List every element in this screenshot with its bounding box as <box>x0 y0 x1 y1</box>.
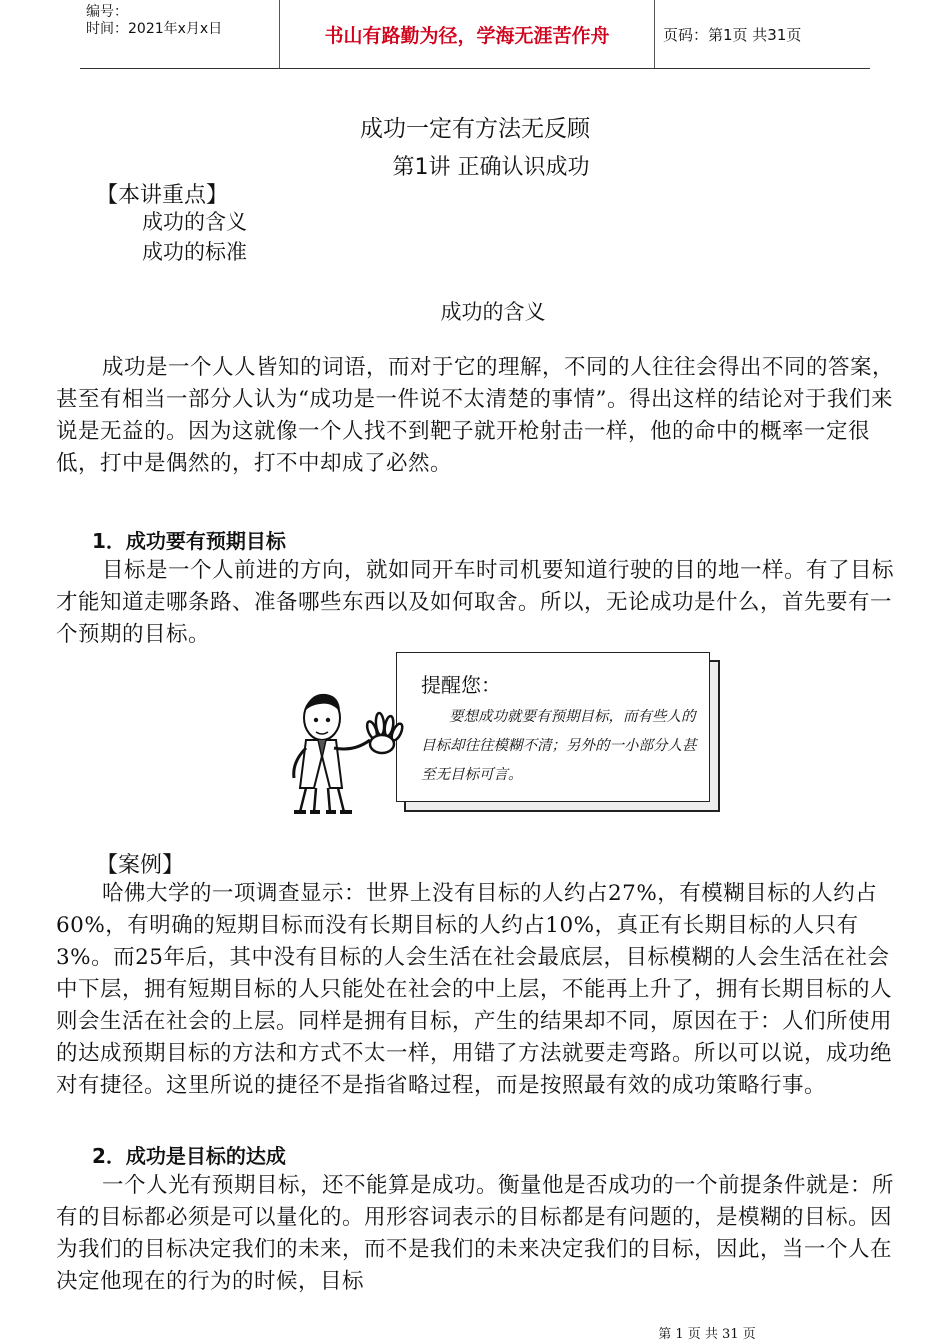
callout-title: 提醒您： <box>421 673 501 697</box>
page-footer: 第 1 页 共 31 页 <box>658 1327 756 1342</box>
paragraph-achievement: 一个人光有预期目标，还不能算是成功。衡量他是否成功的一个前提条件就是：所有的目标都必须是可以量化的。用形容词表示的目标都是有问题的，是模糊的目标。因为我们的目标决定我们的未来，而不是我们的未来决定我们的目标，因此，当一个人在决定他现在的行为的时候，目标 <box>56 1173 895 1294</box>
document-title: 成功一定有方法无反顾 <box>360 116 590 142</box>
number-label: 编号： <box>86 4 128 20</box>
header-motto: 书山有路勤为径，学海无涯苦作舟 <box>280 0 655 68</box>
reminder-callout <box>396 652 710 802</box>
case-heading: 【案例】 <box>96 853 185 878</box>
header-meta <box>80 0 280 68</box>
callout-text: 要想成功就要有预期目标，而有些人的目标却往往模糊不清；另外的一小部分人甚至无目标可言。 <box>421 709 697 783</box>
paragraph-intro: 成功是一个人人皆知的词语，而对于它的理解，不同的人往往会得出不同的答案，甚至有相当一部分人认为“成功是一件说不太清楚的事情”。得出这样的结论对于我们来说是无益的。因为这就像一个人找不到靶子就开枪射击一样，他的命中的概率一定很低，打中是偶然的，打不中却成了必然。 <box>56 355 895 476</box>
paragraph-goal: 目标是一个人前进的方向，就如同开车时司机要知道行驶的目的地一样。有了目标才能知道走哪条路、准备哪些东西以及如何取舍。所以，无论成功是什么，首先要有一个预期的目标。 <box>56 558 895 647</box>
focus-item: 成功的标准 <box>142 240 247 264</box>
page-header <box>80 0 870 69</box>
paragraph-case: 哈佛大学的一项调查显示：世界上没有目标的人约占27%，有模糊目标的人约占60%，有明确的短期目标而没有长期目标的人约占10%，真正有长期目标的人只有3%。而25年后，其中没有目标的人会生活在社会最底层，目标模糊的人会生活在社会中下层，拥有短期目标的人只能处在社会的中上层，不能再上升了，拥有长期目标的人则会生活在社会的上层。同样是拥有目标，产生的结果却不同，原因在于：人们所使用的达成预期目标的方法和方式不太一样，用错了方法就要走弯路。所以可以说，成功绝对有捷径。这里所说的捷径不是指省略过程，而是按照最有效的成功策略行事。 <box>56 881 893 1098</box>
lecture-title: 第1讲 正确认识成功 <box>392 155 590 180</box>
heading-1: 1．成功要有预期目标 <box>92 529 286 553</box>
time-label: 时间：2021年x月x日 <box>86 21 223 37</box>
focus-item: 成功的含义 <box>142 210 247 234</box>
cartoon-man-illustration <box>270 678 410 818</box>
header-page-info: 页码：第1页 共31页 <box>663 25 802 44</box>
section-title: 成功的含义 <box>440 300 546 324</box>
heading-2: 2．成功是目标的达成 <box>92 1144 286 1168</box>
focus-heading: 【本讲重点】 <box>96 183 229 208</box>
